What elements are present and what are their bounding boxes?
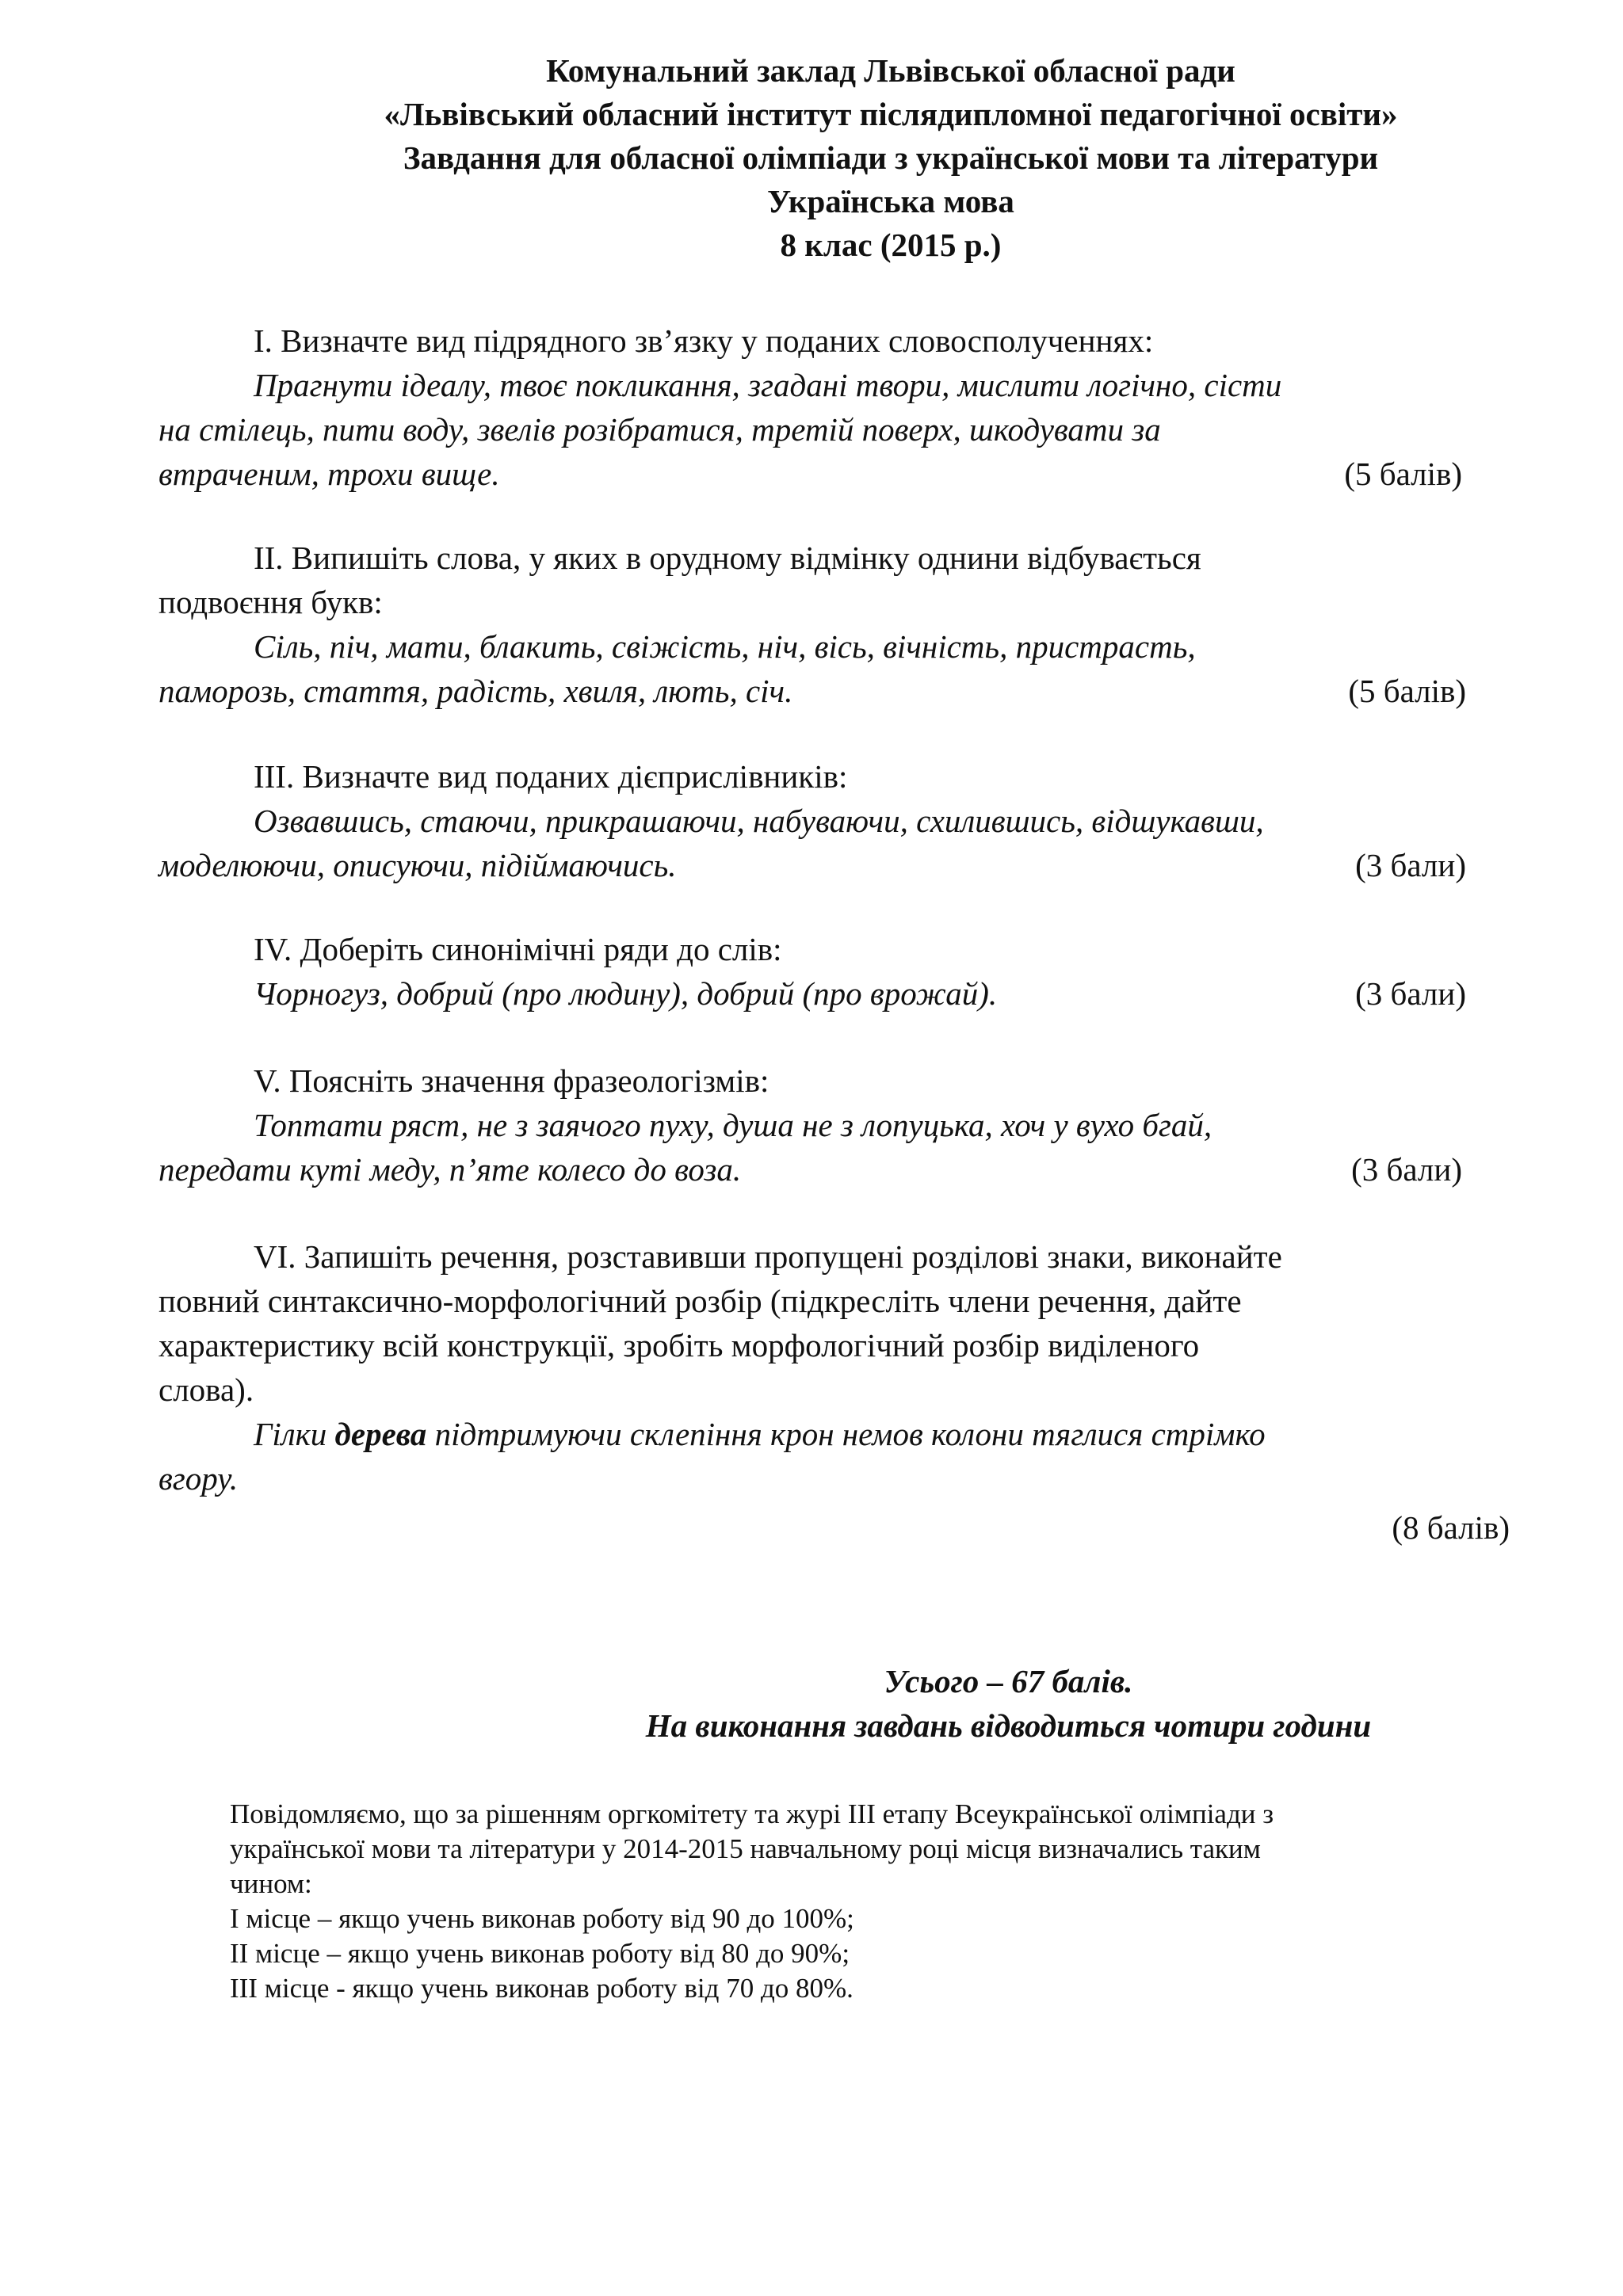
task-5 bbox=[158, 1058, 1462, 1192]
task-1-title: І. Визначте вид підрядного зв’язку у поданих словосполученнях: bbox=[254, 322, 1154, 359]
task-3-title: ІІІ. Визначте вид поданих дієприслівників: bbox=[254, 758, 848, 795]
task-1-line-1: Прагнути ідеалу, твоє покликання, згадані твори, мислити логічно, сісти bbox=[254, 367, 1282, 403]
task-2-line-1: Сіль, піч, мати, блакить, свіжість, ніч, вісь, вічність, пристрасть, bbox=[254, 628, 1196, 665]
task-1-last-line bbox=[158, 452, 1462, 496]
task-3-line-2: моделюючи, описуючи, підіймаючись. bbox=[158, 847, 677, 883]
task-6-sentence-start: Гілки bbox=[254, 1416, 335, 1452]
notice-line-4: І місце – якщо учень виконав роботу від 90 до 100%; bbox=[230, 1903, 854, 1934]
header-line-institution: Комунальний заклад Львівської обласної ради bbox=[546, 52, 1235, 89]
task-1-points: (5 балів) bbox=[1344, 456, 1462, 492]
task-3-points: (3 бали) bbox=[1355, 847, 1466, 883]
task-6 bbox=[158, 1234, 1510, 1550]
task-6-title-line-1: VI. Запишіть речення, розставивши пропущені розділові знаки, виконайте bbox=[254, 1238, 1282, 1275]
task-1-line-2: на стілець, пити воду, звелів розібратися, третій поверх, шкодувати за bbox=[158, 411, 1161, 448]
task-4-points: (3 бали) bbox=[1355, 975, 1466, 1012]
task-4-last-line bbox=[158, 971, 1466, 1016]
task-6-sentence-rest: підтримуючи склепіння крон немов колони тяглися стрімко bbox=[426, 1416, 1266, 1452]
header-line-olympiad: Завдання для обласної олімпіади з української мови та літератури bbox=[403, 139, 1379, 176]
task-4-line-1: Чорногуз, добрий (про людину), добрий (про врожай). bbox=[254, 975, 998, 1012]
time-allotted: На виконання завдань відводиться чотири години bbox=[645, 1707, 1372, 1744]
task-6-points-line bbox=[158, 1505, 1510, 1550]
header-line-grade: 8 клас (2015 р.) bbox=[780, 227, 1002, 263]
task-4 bbox=[158, 927, 1466, 1016]
notice-line-6: ІІІ місце - якщо учень виконав роботу від 70 до 80%. bbox=[230, 1973, 854, 2004]
task-1-line-3: втраченим, трохи вище. bbox=[158, 456, 500, 492]
task-2-title-line-2: подвоєння букв: bbox=[158, 584, 383, 620]
notice-line-3: чином: bbox=[230, 1868, 312, 1899]
task-2-points: (5 балів) bbox=[1348, 673, 1466, 709]
task-6-sentence-line-2: вгору. bbox=[158, 1460, 239, 1497]
task-5-title: V. Поясніть значення фразеологізмів: bbox=[254, 1062, 769, 1099]
task-5-line-2: передати куті меду, п’яте колесо до воза. bbox=[158, 1151, 742, 1188]
task-2-line-2: паморозь, стаття, радість, хвиля, лють, січ. bbox=[158, 673, 793, 709]
task-1 bbox=[158, 318, 1462, 496]
task-6-sentence bbox=[158, 1412, 1510, 1456]
document-header bbox=[0, 49, 1623, 267]
task-6-points: (8 балів) bbox=[1392, 1509, 1510, 1546]
task-5-line-1: Топтати ряст, не з заячого пуху, душа не з лопуцька, хоч у вухо бгай, bbox=[254, 1107, 1212, 1143]
notice-line-1: Повідомляємо, що за рішенням оргкомітету та журі ІІІ етапу Всеукраїнської олімпіади з bbox=[230, 1798, 1274, 1829]
total-score: Усього – 67 балів. bbox=[884, 1663, 1133, 1699]
task-4-title: IV. Доберіть синонімічні ряди до слів: bbox=[254, 931, 782, 967]
task-5-points: (3 бали) bbox=[1351, 1151, 1462, 1188]
task-2 bbox=[158, 536, 1466, 713]
task-3-line-1: Озвавшись, стаючи, прикрашаючи, набуваючи, схилившись, відшукавши, bbox=[254, 803, 1264, 839]
task-3 bbox=[158, 754, 1466, 887]
task-6-title-line-4: слова). bbox=[158, 1371, 254, 1408]
total-block bbox=[158, 1659, 1621, 1748]
task-5-last-line bbox=[158, 1147, 1462, 1192]
header-line-institute: «Львівський обласний інститут післядипломної педагогічної освіти» bbox=[384, 96, 1398, 132]
notice-line-2: української мови та літератури у 2014-2015 навчальному році місця визначались таким bbox=[230, 1833, 1261, 1864]
header-line-subject: Українська мова bbox=[767, 183, 1014, 219]
notice-line-5: ІІ місце – якщо учень виконав роботу від 80 до 90%; bbox=[230, 1938, 850, 1969]
task-6-highlighted-word: дерева bbox=[334, 1416, 427, 1452]
task-6-title-line-2: повний синтаксично-морфологічний розбір (підкресліть члени речення, дайте bbox=[158, 1283, 1242, 1319]
task-6-title-line-3: характеристику всій конструкції, зробіть морфологічний розбір виділеного bbox=[158, 1327, 1200, 1363]
task-3-last-line bbox=[158, 843, 1466, 887]
task-2-title-line-1: ІІ. Випишіть слова, у яких в орудному відмінку однини відбувається bbox=[254, 540, 1201, 576]
notice-block bbox=[230, 1797, 1514, 2006]
task-2-last-line bbox=[158, 669, 1466, 713]
